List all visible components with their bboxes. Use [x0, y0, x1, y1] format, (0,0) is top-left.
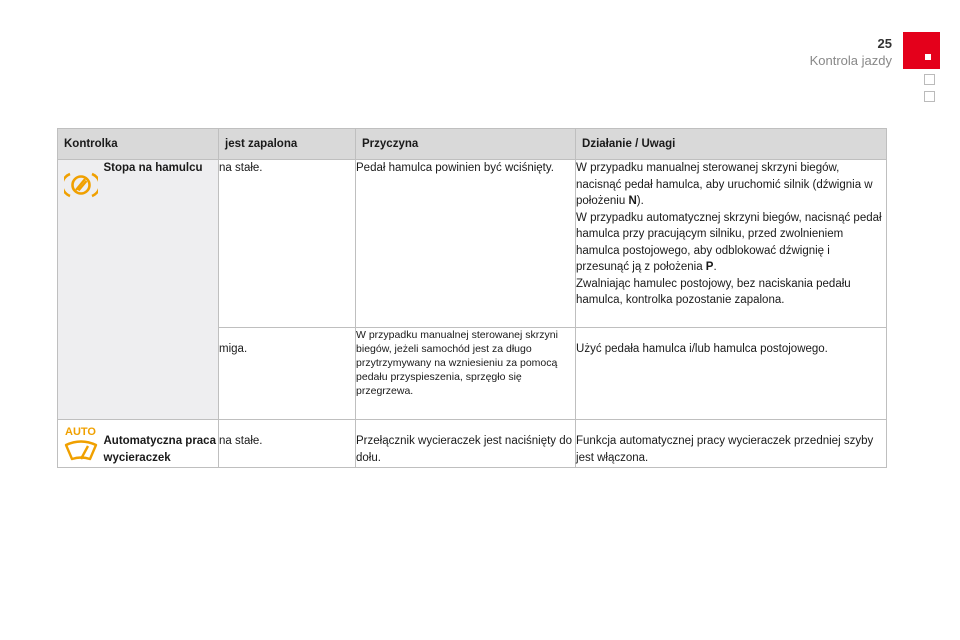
chapter-tab-empty-1[interactable] — [924, 74, 935, 85]
auto-wiper-icon — [58, 420, 104, 465]
warning-icon-cell — [58, 160, 104, 420]
column-header-action: Działanie / Uwagi — [576, 129, 887, 160]
chapter-tab[interactable] — [903, 32, 940, 69]
column-header-cause: Przyczyna — [356, 129, 576, 160]
action-cell — [576, 160, 887, 328]
table-row — [58, 160, 887, 328]
warning-name: Stopa na hamulcu — [104, 160, 219, 420]
action-text: W przypadku manualnej sterowanej skrzyni biegów, nacisnąć pedał hamulca, aby uruchomić silnik (dźwignia w położeniu — [576, 162, 873, 207]
state-cell: na stałe. — [219, 420, 356, 468]
cause-cell: Pedał hamulca powinien być wciśnięty. — [356, 160, 576, 328]
action-cell: Użyć pedała hamulca i/lub hamulca postojowego. — [576, 328, 887, 420]
table-row — [58, 420, 887, 468]
table-header-row — [58, 129, 887, 160]
section-title: Kontrola jazdy — [809, 53, 892, 68]
action-text: Zwalniając hamulec postojowy, bez naciskania pedału hamulca, kontrolka pozostanie zapalona. — [576, 277, 851, 306]
gear-position-n: N — [628, 195, 637, 207]
warning-icon-cell — [58, 420, 104, 468]
action-text: . — [713, 261, 717, 273]
page-number: 25 — [877, 36, 892, 51]
chapter-tab-marker — [925, 54, 931, 60]
column-header-kontrolka: Kontrolka — [58, 129, 219, 160]
cause-cell: W przypadku manualnej sterowanej skrzyni biegów, jeżeli samochód jest za długo przytrzymywany na wzniesieniu za pomocą pedału przyspieszenia, sprzęgło się przegrzewa. — [356, 328, 576, 420]
gear-position-p: P — [705, 261, 714, 273]
state-cell: na stałe. — [219, 160, 356, 328]
action-text: W przypadku automatycznej skrzyni biegów, nacisnąć pedał hamulca przy pracującym silniku, przed zwolnieniem hamulca postojowego, aby odblokować dźwignię i przesunąć ją z położenia — [576, 211, 882, 273]
warning-name: Automatyczna praca wycieraczek — [104, 420, 219, 468]
column-header-state: jest zapalona — [219, 129, 356, 160]
state-cell: miga. — [219, 328, 356, 420]
auto-icon-text: AUTO — [65, 426, 96, 438]
cause-cell: Przełącznik wycieraczek jest naciśnięty do dołu. — [356, 420, 576, 468]
action-cell: Funkcja automatycznej pracy wycieraczek przedniej szyby jest włączona. — [576, 420, 887, 468]
brake-pedal-warning-icon — [58, 160, 104, 198]
action-text: ). — [636, 195, 644, 207]
chapter-tab-empty-2[interactable] — [924, 91, 935, 102]
warning-lights-table — [57, 128, 887, 468]
